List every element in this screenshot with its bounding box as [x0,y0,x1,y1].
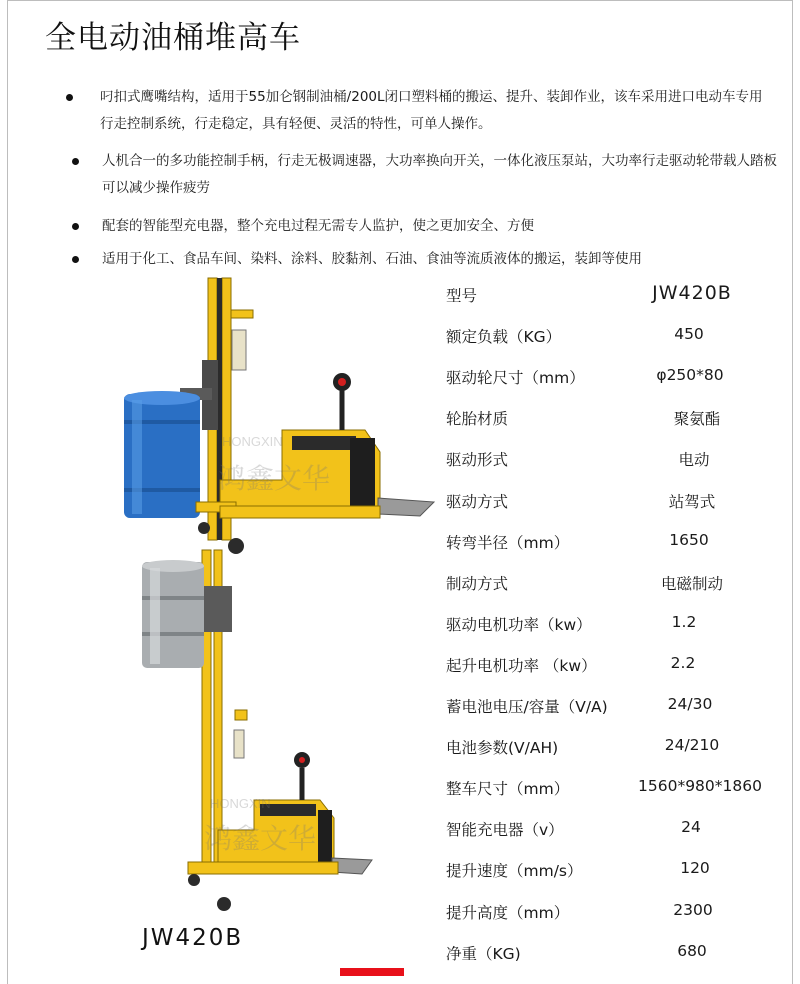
spec-value: 1560*980*1860 [638,777,762,796]
spec-row [446,399,786,439]
spec-row [446,769,786,809]
spec-value: 站驾式 [668,492,716,511]
spec-label: 电池参数(V/AH) [446,739,559,758]
spec-value: 2.2 [670,653,696,672]
feature-item [102,213,777,240]
truck-with-steel-drum [142,550,372,911]
bullet-icon [72,256,79,263]
spec-row [446,440,786,480]
spec-value: 1.2 [671,612,697,631]
spec-row [446,893,786,933]
feature-text: 人机合一的多功能控制手柄，行走无极调速器，大功率换向开关，一体化液压泵站，大功率行走驱动轮带载人踏板可以减少操作疲劳 [102,153,777,196]
accent-bar [340,968,404,976]
feature-text: 叼扣式鹰嘴结构，适用于55加仑钢制油桶/200L闭口塑料桶的搬运、提升、装卸作业，该车采用进口电动车专用行走控制系统，行走稳定，具有轻便、灵活的特性，可单人操作。 [100,89,763,132]
spec-row [446,358,786,398]
spec-label: 起升电机功率 （kw） [446,656,597,675]
spec-value: 120 [680,859,710,878]
spec-row [446,317,786,357]
spec-label: 型号 [446,287,478,305]
spec-label: 驱动电机功率（kw） [446,615,592,634]
spec-label: 轮胎材质 [446,410,509,429]
bullet-icon [66,94,73,101]
truck-with-blue-drum [124,278,434,554]
spec-row [446,523,786,563]
product-illustration [110,270,440,930]
spec-label: 制动方式 [446,574,509,593]
feature-text: 配套的智能型充电器，整个充电过程无需专人监护，使之更加安全、方便 [102,218,534,234]
watermark-latin: HONGXIN [210,796,271,811]
feature-item [102,246,777,273]
spec-label: 提升速度（mm/s） [446,862,583,881]
watermark-latin: HONGXIN [222,434,283,449]
product-images [110,270,440,930]
spec-row [446,482,786,522]
spec-value: 2300 [673,900,713,919]
feature-item [100,84,775,138]
spec-value: 聚氨酯 [673,410,721,429]
frame-top-line [7,0,793,1]
feature-item [102,148,777,202]
spec-label: 额定负载（KG） [446,328,562,347]
spec-label: 蓄电池电压/容量（V/A) [446,698,608,716]
spec-label: 驱动方式 [446,492,509,511]
spec-label: 驱动形式 [446,451,509,470]
spec-value: 电磁制动 [660,574,723,593]
page-title: 全电动油桶堆高车 [45,20,301,56]
model-caption: JW420B [142,925,244,951]
frame-left-line [7,0,8,984]
spec-row [446,934,786,974]
spec-row [446,810,786,850]
spec-label: 驱动轮尺寸（mm） [446,369,585,388]
spec-row [446,646,786,686]
spec-value: 1650 [669,530,709,549]
spec-row [446,687,786,727]
watermark-chinese: 鸿鑫文华 [204,822,317,855]
spec-value: φ250*80 [656,366,724,385]
frame-right-line [792,0,793,984]
spec-label: 净重（KG) [446,944,521,963]
spec-row [446,851,786,891]
spec-row [446,605,786,645]
spec-value: 680 [677,941,707,960]
spec-row [446,728,786,768]
spec-value: 24 [681,818,701,837]
spec-value: 450 [674,325,704,344]
bullet-icon [72,223,79,230]
spec-value: 电动 [678,451,710,470]
spec-row [446,276,786,316]
spec-value: JW420B [652,282,732,304]
bullet-icon [72,158,79,165]
feature-text: 适用于化工、食品车间、染料、涂料、胶黏剂、石油、食油等流质液体的搬运，装卸等使用 [102,251,642,267]
spec-label: 智能充电器（v） [446,821,564,840]
spec-value: 24/30 [667,695,713,713]
spec-value: 24/210 [664,736,720,755]
spec-label: 整车尺寸（mm） [446,780,570,799]
spec-label: 提升高度（mm） [446,903,570,922]
watermark-chinese: 鸿鑫文华 [218,462,331,495]
spec-row [446,564,786,604]
spec-label: 转弯半径（mm） [446,533,570,552]
